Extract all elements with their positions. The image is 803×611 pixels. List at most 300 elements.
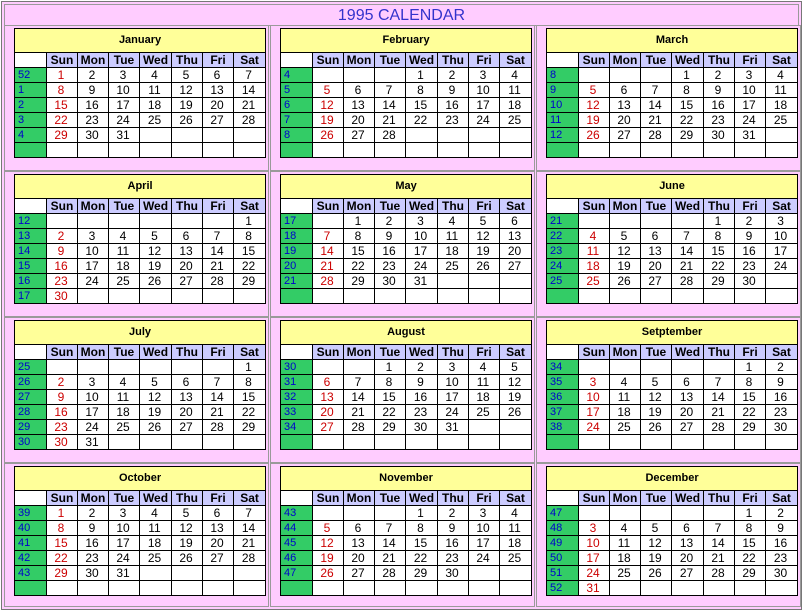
day-cell: 15 (234, 244, 266, 259)
day-cell: 10 (438, 375, 469, 390)
day-cell: 19 (579, 113, 610, 128)
day-cell: 26 (641, 566, 672, 581)
day-name-header: Mon (610, 53, 641, 68)
day-cell: 4 (438, 214, 469, 229)
day-cell: 17 (406, 244, 438, 259)
empty-day-cell (500, 128, 532, 143)
day-cell: 12 (641, 390, 672, 405)
day-cell: 1 (47, 506, 78, 521)
day-cell: 13 (203, 521, 234, 536)
day-cell: 10 (579, 390, 610, 405)
day-cell: 8 (735, 375, 766, 390)
day-cell: 5 (641, 521, 672, 536)
day-cell: 15 (344, 244, 375, 259)
empty-day-cell (610, 506, 641, 521)
month-block (270, 317, 535, 463)
day-cell: 11 (140, 521, 172, 536)
day-name-header: Fri (469, 345, 500, 360)
day-cell: 27 (344, 566, 375, 581)
day-cell: 22 (735, 405, 766, 420)
day-cell: 3 (109, 68, 140, 83)
week-row (281, 229, 532, 244)
day-cell: 23 (375, 259, 406, 274)
day-name-header: Mon (610, 345, 641, 360)
empty-day-cell (375, 506, 406, 521)
day-cell: 3 (406, 214, 438, 229)
week-number: 34 (547, 360, 579, 375)
day-cell: 30 (766, 566, 798, 581)
empty-day-cell (704, 435, 735, 450)
empty-day-cell (234, 143, 266, 158)
day-cell: 28 (672, 274, 704, 289)
week-number (15, 143, 47, 158)
day-cell: 18 (610, 551, 641, 566)
empty-day-cell (140, 214, 172, 229)
day-cell: 17 (469, 98, 500, 113)
day-cell: 8 (47, 521, 78, 536)
empty-day-cell (704, 506, 735, 521)
week-row (15, 506, 266, 521)
month-name: May (281, 175, 532, 199)
day-cell: 9 (438, 521, 469, 536)
week-row (15, 229, 266, 244)
week-row (281, 536, 532, 551)
empty-day-cell (234, 581, 266, 596)
day-cell: 11 (469, 375, 500, 390)
day-cell: 26 (172, 113, 203, 128)
empty-day-cell (78, 289, 109, 304)
day-cell: 22 (47, 551, 78, 566)
month-table (546, 174, 798, 304)
day-cell: 30 (78, 566, 109, 581)
day-cell: 8 (234, 375, 266, 390)
empty-day-cell (610, 143, 641, 158)
empty-day-cell (109, 214, 140, 229)
day-cell: 16 (704, 98, 735, 113)
month-table (280, 466, 532, 596)
empty-day-cell (406, 435, 438, 450)
empty-day-cell (672, 143, 704, 158)
day-cell: 7 (313, 229, 344, 244)
empty-day-cell (78, 214, 109, 229)
week-number: 4 (15, 128, 47, 143)
day-cell: 18 (766, 98, 798, 113)
empty-day-cell (438, 143, 469, 158)
week-row (547, 435, 798, 450)
week-number: 51 (547, 566, 579, 581)
empty-day-cell (172, 143, 203, 158)
week-row (15, 405, 266, 420)
week-number: 41 (15, 536, 47, 551)
day-cell: 26 (172, 551, 203, 566)
week-number: 2 (15, 98, 47, 113)
week-row (281, 289, 532, 304)
empty-day-cell (140, 289, 172, 304)
day-name-header: Sat (766, 199, 798, 214)
empty-day-cell (313, 143, 344, 158)
calendar-title: 1995 CALENDAR (4, 4, 799, 26)
month-table (14, 174, 266, 304)
day-cell: 27 (203, 551, 234, 566)
week-number (281, 581, 313, 596)
day-cell: 19 (140, 405, 172, 420)
week-number: 4 (281, 68, 313, 83)
week-header-blank (15, 199, 47, 214)
empty-day-cell (500, 289, 532, 304)
empty-day-cell (469, 128, 500, 143)
day-cell: 12 (140, 390, 172, 405)
week-header-blank (547, 53, 579, 68)
week-number: 12 (15, 214, 47, 229)
day-cell: 9 (766, 521, 798, 536)
day-name-header: Wed (140, 199, 172, 214)
day-cell: 27 (172, 420, 203, 435)
day-name-header: Mon (344, 53, 375, 68)
day-cell: 12 (469, 229, 500, 244)
month-block (536, 317, 801, 463)
day-cell: 18 (438, 244, 469, 259)
week-row (15, 143, 266, 158)
day-name-header: Thu (438, 491, 469, 506)
day-cell: 1 (344, 214, 375, 229)
day-name-header: Thu (172, 345, 203, 360)
day-cell: 6 (610, 83, 641, 98)
day-cell: 28 (344, 420, 375, 435)
day-cell: 1 (735, 360, 766, 375)
day-name-header: Tue (375, 199, 406, 214)
day-cell: 5 (140, 229, 172, 244)
day-cell: 29 (735, 420, 766, 435)
day-cell: 28 (313, 274, 344, 289)
day-cell: 1 (406, 68, 438, 83)
day-cell: 31 (579, 581, 610, 596)
day-name-header: Sat (500, 199, 532, 214)
day-cell: 29 (375, 420, 406, 435)
empty-day-cell (469, 566, 500, 581)
day-cell: 7 (234, 68, 266, 83)
day-cell: 5 (500, 360, 532, 375)
day-cell: 11 (109, 390, 140, 405)
empty-day-cell (735, 143, 766, 158)
day-cell: 24 (579, 420, 610, 435)
day-cell: 24 (469, 113, 500, 128)
day-cell: 10 (109, 521, 140, 536)
day-cell: 22 (704, 259, 735, 274)
week-row (281, 420, 532, 435)
day-name-header: Thu (438, 345, 469, 360)
day-name-header: Mon (610, 491, 641, 506)
day-cell: 15 (406, 536, 438, 551)
day-cell: 21 (313, 259, 344, 274)
day-cell: 21 (234, 98, 266, 113)
day-cell: 2 (47, 229, 78, 244)
day-cell: 5 (579, 83, 610, 98)
empty-day-cell (375, 581, 406, 596)
empty-day-cell (47, 143, 78, 158)
day-cell: 28 (375, 566, 406, 581)
day-name-header: Sat (234, 491, 266, 506)
day-cell: 8 (47, 83, 78, 98)
week-number: 9 (547, 83, 579, 98)
empty-day-cell (500, 143, 532, 158)
day-cell: 17 (438, 390, 469, 405)
day-cell: 10 (78, 390, 109, 405)
day-name-header: Tue (109, 345, 140, 360)
day-cell: 4 (500, 68, 532, 83)
week-row (15, 274, 266, 289)
empty-day-cell (766, 274, 798, 289)
day-name-header: Tue (641, 199, 672, 214)
week-number: 30 (281, 360, 313, 375)
week-number: 25 (15, 360, 47, 375)
day-cell: 4 (766, 68, 798, 83)
day-cell: 29 (47, 566, 78, 581)
empty-day-cell (641, 68, 672, 83)
week-number (281, 435, 313, 450)
day-cell: 26 (313, 566, 344, 581)
empty-day-cell (672, 506, 704, 521)
month-name: January (15, 29, 266, 53)
day-cell: 29 (234, 420, 266, 435)
week-number: 36 (547, 390, 579, 405)
day-name-header: Mon (344, 199, 375, 214)
week-number: 21 (547, 214, 579, 229)
week-row (281, 435, 532, 450)
day-cell: 13 (344, 98, 375, 113)
week-row (15, 566, 266, 581)
empty-day-cell (172, 435, 203, 450)
day-cell: 14 (203, 244, 234, 259)
day-cell: 28 (704, 420, 735, 435)
day-cell: 17 (469, 536, 500, 551)
week-row (281, 128, 532, 143)
day-cell: 21 (672, 259, 704, 274)
day-cell: 13 (172, 244, 203, 259)
day-cell: 11 (610, 390, 641, 405)
day-cell: 24 (78, 274, 109, 289)
day-name-header: Thu (438, 199, 469, 214)
week-number (547, 289, 579, 304)
month-block (4, 463, 269, 607)
empty-day-cell (641, 289, 672, 304)
day-cell: 19 (469, 244, 500, 259)
day-cell: 19 (500, 390, 532, 405)
week-number: 1 (15, 83, 47, 98)
day-cell: 28 (641, 128, 672, 143)
day-cell: 6 (313, 375, 344, 390)
day-name-header: Thu (704, 345, 735, 360)
day-cell: 27 (313, 420, 344, 435)
empty-day-cell (500, 274, 532, 289)
empty-day-cell (78, 581, 109, 596)
week-header-blank (547, 199, 579, 214)
month-block (4, 25, 269, 171)
day-cell: 11 (579, 244, 610, 259)
day-name-header: Thu (704, 491, 735, 506)
week-row (281, 244, 532, 259)
day-cell: 1 (47, 68, 78, 83)
day-cell: 10 (579, 536, 610, 551)
week-row (547, 405, 798, 420)
day-cell: 10 (469, 521, 500, 536)
day-cell: 5 (172, 68, 203, 83)
day-name-header: Mon (610, 199, 641, 214)
month-name: March (547, 29, 798, 53)
day-cell: 26 (641, 420, 672, 435)
week-number: 5 (281, 83, 313, 98)
day-cell: 2 (766, 506, 798, 521)
day-cell: 1 (735, 506, 766, 521)
day-cell: 25 (469, 405, 500, 420)
week-number (281, 143, 313, 158)
empty-day-cell (234, 289, 266, 304)
day-cell: 3 (109, 506, 140, 521)
empty-day-cell (172, 128, 203, 143)
day-cell: 7 (375, 83, 406, 98)
empty-day-cell (140, 435, 172, 450)
month-block (270, 25, 535, 171)
week-row (281, 375, 532, 390)
day-cell: 16 (47, 259, 78, 274)
week-row (281, 360, 532, 375)
day-cell: 28 (375, 128, 406, 143)
week-row (547, 390, 798, 405)
day-cell: 23 (47, 274, 78, 289)
day-cell: 24 (469, 551, 500, 566)
day-cell: 21 (641, 113, 672, 128)
empty-day-cell (469, 435, 500, 450)
day-cell: 26 (469, 259, 500, 274)
day-cell: 23 (47, 420, 78, 435)
day-cell: 10 (766, 229, 798, 244)
day-name-header: Fri (469, 491, 500, 506)
week-number: 7 (281, 113, 313, 128)
day-name-header: Wed (406, 345, 438, 360)
day-cell: 31 (735, 128, 766, 143)
day-name-header: Thu (172, 491, 203, 506)
week-number: 20 (281, 259, 313, 274)
week-number: 17 (15, 289, 47, 304)
day-cell: 9 (406, 375, 438, 390)
day-name-header: Wed (672, 345, 704, 360)
day-cell: 27 (203, 113, 234, 128)
day-name-header: Fri (735, 53, 766, 68)
day-cell: 23 (438, 113, 469, 128)
week-number: 13 (15, 229, 47, 244)
day-cell: 22 (234, 259, 266, 274)
empty-day-cell (140, 566, 172, 581)
empty-day-cell (766, 581, 798, 596)
empty-day-cell (234, 435, 266, 450)
empty-day-cell (469, 581, 500, 596)
day-cell: 28 (234, 113, 266, 128)
week-row (281, 390, 532, 405)
week-row (547, 113, 798, 128)
day-name-header: Thu (438, 53, 469, 68)
empty-day-cell (438, 581, 469, 596)
day-cell: 21 (704, 405, 735, 420)
empty-day-cell (203, 214, 234, 229)
week-number: 40 (15, 521, 47, 536)
empty-day-cell (140, 128, 172, 143)
month-name: April (15, 175, 266, 199)
day-cell: 18 (140, 536, 172, 551)
day-cell: 16 (438, 98, 469, 113)
empty-day-cell (672, 581, 704, 596)
week-row (547, 420, 798, 435)
week-number: 27 (15, 390, 47, 405)
empty-day-cell (172, 360, 203, 375)
day-cell: 13 (500, 229, 532, 244)
day-cell: 15 (234, 390, 266, 405)
empty-day-cell (140, 143, 172, 158)
empty-day-cell (344, 435, 375, 450)
day-cell: 18 (500, 98, 532, 113)
empty-day-cell (579, 289, 610, 304)
day-cell: 17 (109, 536, 140, 551)
day-cell: 23 (766, 551, 798, 566)
day-name-header: Tue (641, 345, 672, 360)
day-cell: 23 (438, 551, 469, 566)
week-row (547, 360, 798, 375)
empty-day-cell (203, 143, 234, 158)
week-row (281, 143, 532, 158)
day-cell: 15 (672, 98, 704, 113)
day-cell: 31 (109, 128, 140, 143)
empty-day-cell (109, 360, 140, 375)
empty-day-cell (203, 289, 234, 304)
week-header-blank (281, 345, 313, 360)
day-name-header: Sun (313, 345, 344, 360)
day-cell: 26 (313, 128, 344, 143)
day-cell: 28 (234, 551, 266, 566)
empty-day-cell (672, 435, 704, 450)
week-row (15, 289, 266, 304)
empty-day-cell (203, 435, 234, 450)
day-cell: 5 (313, 521, 344, 536)
month-table (546, 28, 798, 158)
day-name-header: Sat (500, 345, 532, 360)
week-header-blank (15, 53, 47, 68)
day-name-header: Mon (344, 345, 375, 360)
day-cell: 19 (313, 551, 344, 566)
day-cell: 17 (579, 551, 610, 566)
day-name-header: Fri (203, 491, 234, 506)
day-cell: 16 (78, 98, 109, 113)
day-cell: 10 (78, 244, 109, 259)
week-number: 39 (15, 506, 47, 521)
day-name-header: Mon (78, 345, 109, 360)
month-name: December (547, 467, 798, 491)
day-cell: 7 (704, 375, 735, 390)
empty-day-cell (500, 566, 532, 581)
day-cell: 27 (344, 128, 375, 143)
day-cell: 27 (172, 274, 203, 289)
day-cell: 15 (47, 536, 78, 551)
day-cell: 23 (406, 405, 438, 420)
empty-day-cell (579, 435, 610, 450)
day-cell: 18 (469, 390, 500, 405)
day-cell: 4 (469, 360, 500, 375)
day-cell: 30 (47, 435, 78, 450)
empty-day-cell (500, 420, 532, 435)
week-header-blank (547, 491, 579, 506)
week-header-blank (281, 491, 313, 506)
day-cell: 3 (438, 360, 469, 375)
week-number: 45 (281, 536, 313, 551)
day-cell: 5 (469, 214, 500, 229)
day-cell: 18 (109, 405, 140, 420)
